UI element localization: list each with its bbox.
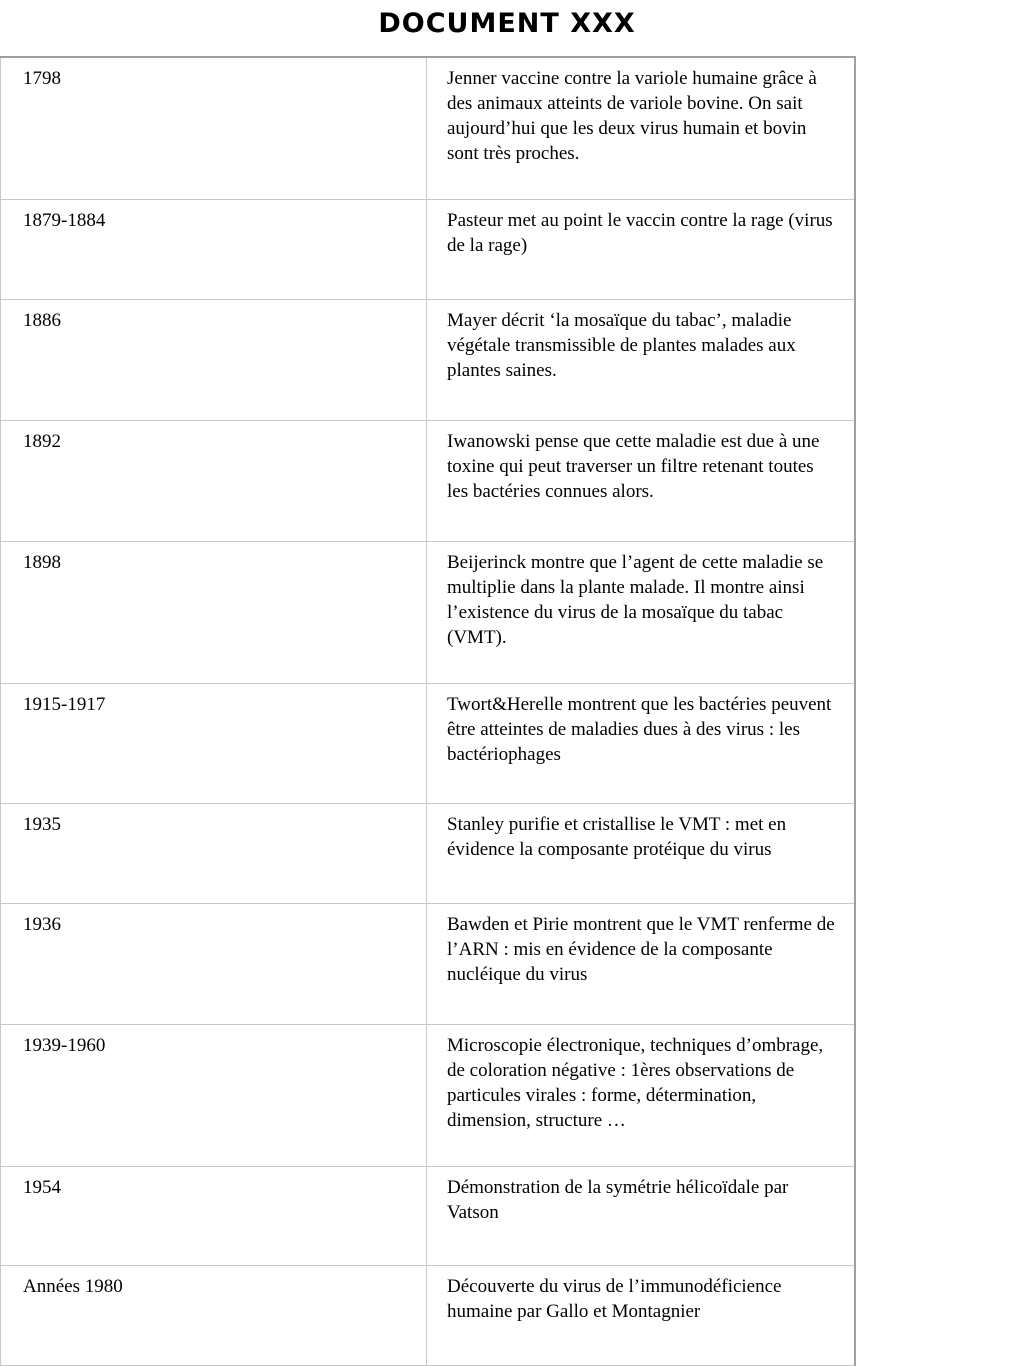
- row-event: Mayer décrit ‘la mosaïque du tabac’, maladie végétale transmissible de plantes malades aux plantes saines.: [427, 299, 855, 420]
- row-event: Démonstration de la symétrie hélicoïdale par Vatson: [427, 1166, 855, 1265]
- row-date: 1935: [1, 803, 427, 903]
- row-date: 1879-1884: [1, 199, 427, 299]
- table-row: [1, 1265, 855, 1365]
- row-event: Microscopie électronique, techniques d’ombrage, de coloration négative : 1ères observations de particules virales : forme, détermination, dimension, structure …: [427, 1024, 855, 1166]
- table-row: [1, 541, 855, 683]
- row-date: 1892: [1, 420, 427, 541]
- row-date: Années 1980: [1, 1265, 427, 1365]
- table-row: [1, 420, 855, 541]
- table-row: [1, 903, 855, 1024]
- page-title: DOCUMENT XXX: [378, 8, 636, 39]
- row-event: Jenner vaccine contre la variole humaine grâce à des animaux atteints de variole bovine. On sait aujourd’hui que les deux virus humain et bovin sont très proches.: [427, 57, 855, 199]
- row-event: Stanley purifie et cristallise le VMT : met en évidence la composante protéique du virus: [427, 803, 855, 903]
- table-row: [1, 683, 855, 803]
- row-event: Twort&Herelle montrent que les bactéries peuvent être atteintes de maladies dues à des virus : les bactériophages: [427, 683, 855, 803]
- row-event: Bawden et Pirie montrent que le VMT renferme de l’ARN : mis en évidence de la composante nucléique du virus: [427, 903, 855, 1024]
- table-row: [1, 1166, 855, 1265]
- row-event: Beijerinck montre que l’agent de cette maladie se multiplie dans la plante malade. Il montre ainsi l’existence du virus de la mosaïque du tabac (VMT).: [427, 541, 855, 683]
- row-event: Pasteur met au point le vaccin contre la rage (virus de la rage): [427, 199, 855, 299]
- row-date: 1898: [1, 541, 427, 683]
- row-date: 1886: [1, 299, 427, 420]
- row-date: 1936: [1, 903, 427, 1024]
- row-date: 1939-1960: [1, 1024, 427, 1166]
- table-row: [1, 199, 855, 299]
- timeline-table: [0, 56, 856, 1366]
- row-event: Iwanowski pense que cette maladie est due à une toxine qui peut traverser un filtre retenant toutes les bactéries connues alors.: [427, 420, 855, 541]
- row-date: 1798: [1, 57, 427, 199]
- table-row: [1, 57, 855, 199]
- table-row: [1, 803, 855, 903]
- table-row: [1, 1024, 855, 1166]
- table-row: [1, 299, 855, 420]
- row-date: 1915-1917: [1, 683, 427, 803]
- row-date: 1954: [1, 1166, 427, 1265]
- row-event: Découverte du virus de l’immunodéficience humaine par Gallo et Montagnier: [427, 1265, 855, 1365]
